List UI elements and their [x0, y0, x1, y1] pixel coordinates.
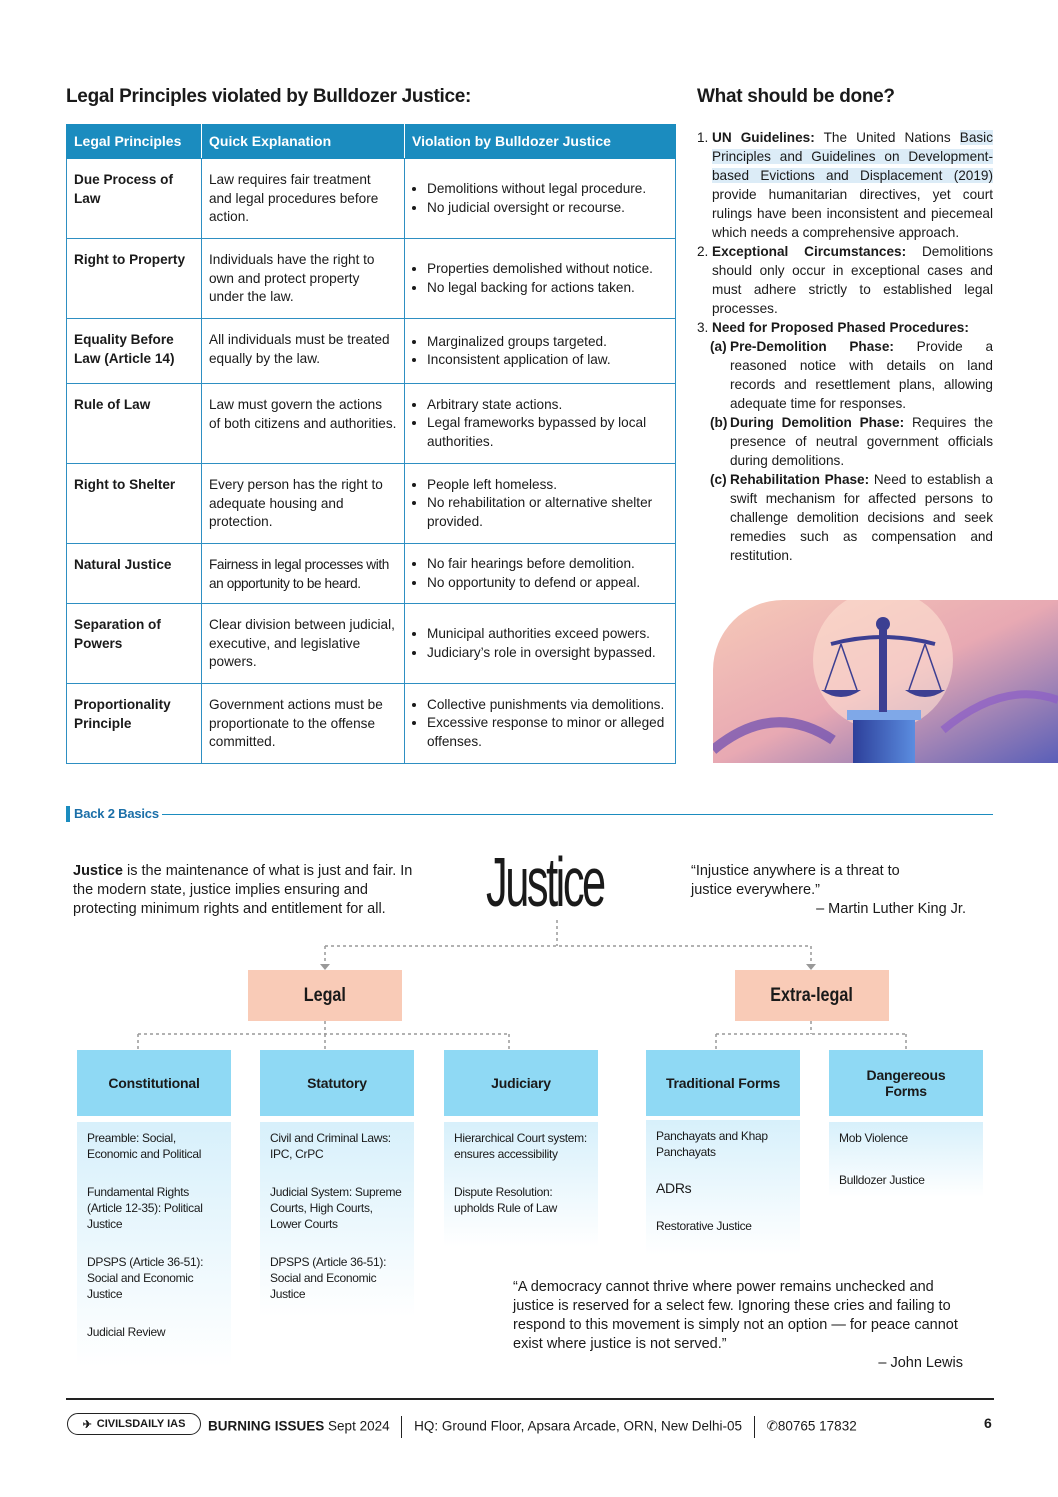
civilsdaily-logo: ✈ CIVILSDAILY IAS [67, 1413, 201, 1435]
judiciary-list [444, 1122, 598, 1247]
list-item: DPSPS (Article 36-51): Social and Economic Justice [270, 1255, 387, 1301]
constitutional-list [77, 1122, 231, 1367]
guidelines-highlight: Basic Principles and Guidelines on Development-based Evictions and Displacement (2019) [712, 130, 993, 183]
explanation-cell: Law requires fair treatment and legal procedures before action. [202, 159, 405, 239]
traditional-forms-list [646, 1120, 800, 1255]
explanation-cell: All individuals must be treated equally by the law. [202, 319, 405, 384]
list-item: Dispute Resolution: upholds Rule of Law [454, 1185, 558, 1215]
list-item: Fundamental Rights (Article 12-35): Political Justice [87, 1185, 203, 1231]
principle-cell: Equality Before Law (Article 14) [67, 319, 202, 384]
statutory-list [260, 1122, 414, 1317]
section-label: Back 2 Basics [74, 806, 159, 821]
column-header: Quick Explanation [202, 125, 405, 159]
footer-divider [66, 1398, 994, 1400]
list-item: Bulldozer Justice [839, 1173, 925, 1187]
violation-item: • No fair hearings before demolition. [427, 555, 668, 574]
list-item: Panchayats and Khap Panchayats [656, 1129, 768, 1159]
violation-item: • Municipal authorities exceed powers. [427, 625, 668, 644]
footer-info: BURNING ISSUES Sept 2024 HQ: Ground Floor, Apsara Arcade, ORN, New Delhi-05 ✆80765 17832 [208, 1416, 857, 1438]
dangerous-forms-list [829, 1122, 983, 1197]
violation-item: • Marginalized groups targeted. [427, 333, 668, 352]
column-header: Violation by Bulldozer Justice [405, 125, 676, 159]
list-item: 3. Need for Proposed Phased Procedures: [697, 320, 969, 335]
legal-box: Legal [248, 970, 402, 1021]
statutory-box: Statutory [260, 1050, 414, 1116]
violation-item: • People left homeless. [427, 476, 668, 495]
list-item: Mob Violence [839, 1131, 908, 1145]
principle-cell: Right to Shelter [67, 464, 202, 544]
list-item: 1. UN Guidelines: The United Nations Basic Principles and Guidelines on Development-based Evictions and Displacement (2019) provide humanitarian directives, yet court rulings have been inconsistent and piecemeal which needs a comprehensive approach. [697, 130, 993, 240]
violation-item: • Properties demolished without notice. [427, 260, 668, 279]
judiciary-box: Judiciary [444, 1050, 598, 1116]
explanation-cell: Government actions must be proportionate to the offense committed. [202, 684, 405, 764]
dangerous-forms-box: Dangereous Forms [829, 1050, 983, 1116]
column-header: Legal Principles [67, 125, 202, 159]
violation-item: • Legal frameworks bypassed by local authorities. [427, 414, 668, 451]
extra-legal-box: Extra-legal [735, 970, 889, 1021]
principle-cell: Separation of Powers [67, 604, 202, 684]
list-item: Judicial Review [87, 1325, 166, 1339]
explanation-cell: Every person has the right to adequate housing and protection. [202, 464, 405, 544]
violation-item: • No opportunity to defend or appeal. [427, 574, 668, 593]
list-item: Judicial System: Supreme Courts, High Courts, Lower Courts [270, 1185, 402, 1231]
justice-definition: Justice is the maintenance of what is just and fair. In the modern state, justice implies ensuring and protecting minimum rights and entitlement for all. [73, 863, 413, 917]
principle-cell: Natural Justice [67, 544, 202, 604]
phase-item: (a) Pre-Demolition Phase: Provide a reasoned notice with details on land records and resettlement plans, allowing adequate time for responses. [710, 339, 994, 411]
traditional-forms-box: Traditional Forms [646, 1050, 800, 1116]
explanation-cell: Individuals have the right to own and protect property under the law. [202, 239, 405, 319]
principle-cell: Rule of Law [67, 384, 202, 464]
explanation-cell: Law must govern the actions of both citizens and authorities. [202, 384, 405, 464]
violation-item: • Inconsistent application of law. [427, 351, 668, 370]
john-lewis-quote: “A democracy cannot thrive where power remains unchecked and justice is reserved for a select few. Ignoring these cries and failing to respond to this movement is simply not an option — for peace cannot exist where justice is not served.” – John Lewis [513, 1279, 963, 1371]
principle-cell: Due Process of Law [67, 159, 202, 239]
violation-item: • No legal backing for actions taken. [427, 279, 668, 298]
explanation-cell: Clear division between judicial, executive, and legislative powers. [202, 604, 405, 684]
violation-item: • No rehabilitation or alternative shelter provided. [427, 494, 668, 531]
violation-item: • Arbitrary state actions. [427, 396, 668, 415]
violation-item: • Excessive response to minor or alleged offenses. [427, 714, 668, 751]
constitutional-box: Constitutional [77, 1050, 231, 1116]
principle-cell: Proportionality Principle [67, 684, 202, 764]
list-item: Hierarchical Court system: ensures accessibility [454, 1131, 587, 1161]
page-number: 6 [984, 1415, 992, 1431]
violation-item: • Demolitions without legal procedure. [427, 180, 668, 199]
list-item: Civil and Criminal Laws: IPC, CrPC [270, 1131, 391, 1161]
mlk-quote: “Injustice anywhere is a threat to justice everywhere.” – Martin Luther King Jr. [691, 863, 966, 917]
explanation-cell: Fairness in legal processes with an opportunity to be heard. [202, 544, 405, 604]
principle-cell: Right to Property [67, 239, 202, 319]
violation-item: • Collective punishments via demolitions. [427, 696, 668, 715]
phase-item: (c) Rehabilitation Phase: Need to establish a swift mechanism for affected persons to challenge demolition decisions and seek remedies such as compensation and restitution. [710, 472, 993, 563]
list-item: Preamble: Social, Economic and Political [87, 1131, 202, 1161]
list-item: ADRs [656, 1180, 692, 1196]
violation-item: • Judiciary’s role in oversight bypassed. [427, 644, 668, 663]
whatsapp-icon: ✆ [766, 1418, 778, 1434]
list-item: DPSPS (Article 36-51): Social and Economic Justice [87, 1255, 204, 1301]
logo-mark-icon: ✈ [82, 1418, 92, 1431]
phase-item: (b) During Demolition Phase: Requires the presence of neutral government officials during demolitions. [710, 415, 994, 468]
list-item: 2. Exceptional Circumstances: Demolitions should only occur in exceptional cases and must adhere strictly to established legal processes. [697, 244, 993, 316]
violation-item: • No judicial oversight or recourse. [427, 199, 668, 218]
list-item: Restorative Justice [656, 1219, 752, 1233]
what-should-be-done-heading: What should be done? [697, 86, 895, 107]
table-heading: Legal Principles violated by Bulldozer Justice: [66, 86, 472, 107]
justice-title: Justice [486, 843, 604, 921]
